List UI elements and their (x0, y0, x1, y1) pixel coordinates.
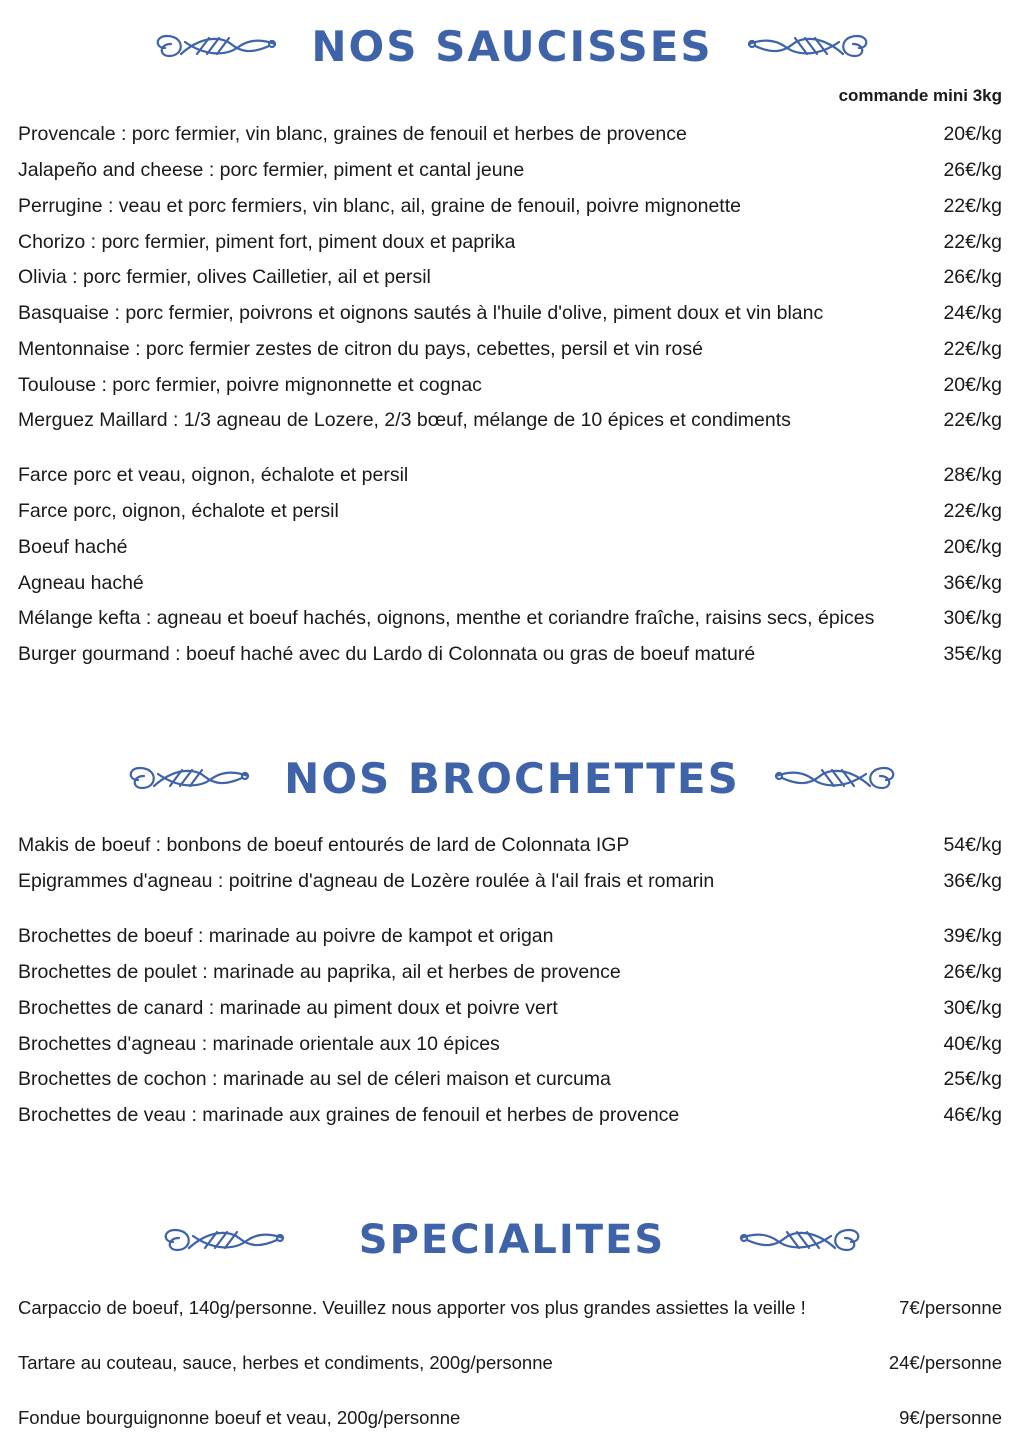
item-name: Boeuf haché (18, 535, 128, 558)
menu-item (18, 922, 1002, 950)
menu-item (18, 604, 1002, 632)
item-price: 28€/kg (943, 463, 1002, 486)
item-name: Farce porc et veau, oignon, échalote et persil (18, 463, 409, 486)
menu-item (18, 263, 1002, 291)
menu-item (18, 497, 1002, 525)
item-name: Brochettes d'agneau : marinade orientale aux 10 épices (18, 1032, 500, 1055)
item-price: 54€/kg (943, 833, 1002, 856)
menu-item (18, 640, 1002, 668)
ornament-right-icon (770, 758, 900, 798)
item-price: 30€/kg (943, 996, 1002, 1019)
item-name: Jalapeño and cheese : porc fermier, piment et cantal jeune (18, 158, 525, 181)
menu-item (18, 192, 1002, 220)
item-name: Brochettes de veau : marinade aux graines de fenouil et herbes de provence (18, 1103, 680, 1126)
item-name: Mélange kefta : agneau et boeuf hachés, oignons, menthe et coriandre fraîche, raisins secs, épices (18, 606, 875, 629)
menu-item (18, 1294, 1002, 1322)
menu-item (18, 406, 1002, 434)
item-name: Perrugine : veau et porc fermiers, vin blanc, ail, graine de fenouil, poivre mignonette (18, 194, 741, 217)
item-name: Tartare au couteau, sauce, herbes et condiments, 200g/personne (18, 1352, 553, 1373)
item-price: 22€/kg (943, 337, 1002, 360)
item-price: 20€/kg (943, 373, 1002, 396)
item-price: 26€/kg (943, 960, 1002, 983)
minimum-order-note: commande mini 3kg (838, 86, 1002, 105)
item-name: Brochettes de poulet : marinade au paprika, ail et herbes de provence (18, 960, 621, 983)
item-price: 24€/kg (943, 301, 1002, 324)
menu-item (18, 1030, 1002, 1058)
item-name: Mentonnaise : porc fermier zestes de citron du pays, cebettes, persil et vin rosé (18, 337, 703, 360)
item-price: 26€/kg (943, 158, 1002, 181)
item-name: Brochettes de cochon : marinade au sel de céleri maison et curcuma (18, 1067, 611, 1090)
item-price: 22€/kg (943, 194, 1002, 217)
ornament-right-icon (735, 1220, 865, 1260)
item-name: Merguez Maillard : 1/3 agneau de Lozere, 2/3 bœuf, mélange de 10 épices et condiments (18, 408, 791, 431)
menu-item (18, 1065, 1002, 1093)
item-price: 25€/kg (943, 1067, 1002, 1090)
item-price: 39€/kg (943, 924, 1002, 947)
ornament-left-icon (124, 758, 254, 798)
item-price: 36€/kg (943, 571, 1002, 594)
item-name: Toulouse : porc fermier, poivre mignonnette et cognac (18, 373, 482, 396)
item-price: 22€/kg (943, 230, 1002, 253)
item-name: Chorizo : porc fermier, piment fort, piment doux et paprika (18, 230, 516, 253)
brochettes-header (0, 750, 1024, 806)
item-name: Epigrammes d'agneau : poitrine d'agneau de Lozère roulée à l'ail frais et romarin (18, 869, 715, 892)
menu-item (18, 371, 1002, 399)
menu-item (18, 1349, 1002, 1377)
item-name: Brochettes de boeuf : marinade au poivre de kampot et origan (18, 924, 554, 947)
item-name: Burger gourmand : boeuf haché avec du Lardo di Colonnata ou gras de boeuf maturé (18, 642, 756, 665)
menu-item (18, 461, 1002, 489)
item-price: 20€/kg (943, 122, 1002, 145)
item-price: 22€/kg (943, 499, 1002, 522)
item-price: 24€/personne (888, 1352, 1002, 1373)
menu-item (18, 1404, 1002, 1432)
item-price: 7€/personne (899, 1297, 1002, 1318)
menu-item (18, 994, 1002, 1022)
item-name: Brochettes de canard : marinade au piment doux et poivre vert (18, 996, 558, 1019)
item-name: Makis de boeuf : bonbons de boeuf entourés de lard de Colonnata IGP (18, 833, 630, 856)
item-price: 36€/kg (943, 869, 1002, 892)
ornament-left-icon (159, 1220, 289, 1260)
saucisses-header (0, 18, 1024, 74)
menu-item (18, 335, 1002, 363)
menu-item (18, 831, 1002, 859)
menu-item (18, 569, 1002, 597)
brochettes-title: NOS BROCHETTES (284, 753, 740, 803)
item-name: Olivia : porc fermier, olives Cailletier, ail et persil (18, 265, 431, 288)
menu-item (18, 1101, 1002, 1129)
item-name: Agneau haché (18, 571, 144, 594)
item-price: 35€/kg (943, 642, 1002, 665)
item-name: Basquaise : porc fermier, poivrons et oignons sautés à l'huile d'olive, piment doux et vin blanc (18, 301, 824, 324)
ornament-right-icon (743, 26, 873, 66)
item-price: 20€/kg (943, 535, 1002, 558)
item-price: 46€/kg (943, 1103, 1002, 1126)
menu-item (18, 228, 1002, 256)
item-name: Farce porc, oignon, échalote et persil (18, 499, 339, 522)
specialites-title: SPECIALITES (358, 1217, 666, 1263)
menu-item (18, 958, 1002, 986)
item-price: 40€/kg (943, 1032, 1002, 1055)
menu-item (18, 533, 1002, 561)
item-price: 30€/kg (943, 606, 1002, 629)
item-price: 9€/personne (899, 1407, 1002, 1428)
menu-item (18, 867, 1002, 895)
ornament-left-icon (151, 26, 281, 66)
menu-item (18, 120, 1002, 148)
item-name: Provencale : porc fermier, vin blanc, graines de fenouil et herbes de provence (18, 122, 687, 145)
menu-item (18, 156, 1002, 184)
specialites-header (0, 1212, 1024, 1268)
item-price: 22€/kg (943, 408, 1002, 431)
menu-item (18, 299, 1002, 327)
saucisses-title: NOS SAUCISSES (311, 21, 713, 71)
item-name: Carpaccio de boeuf, 140g/personne. Veuillez nous apporter vos plus grandes assiettes la veille ! (18, 1297, 806, 1318)
item-price: 26€/kg (943, 265, 1002, 288)
item-name: Fondue bourguignonne boeuf et veau, 200g/personne (18, 1407, 461, 1428)
